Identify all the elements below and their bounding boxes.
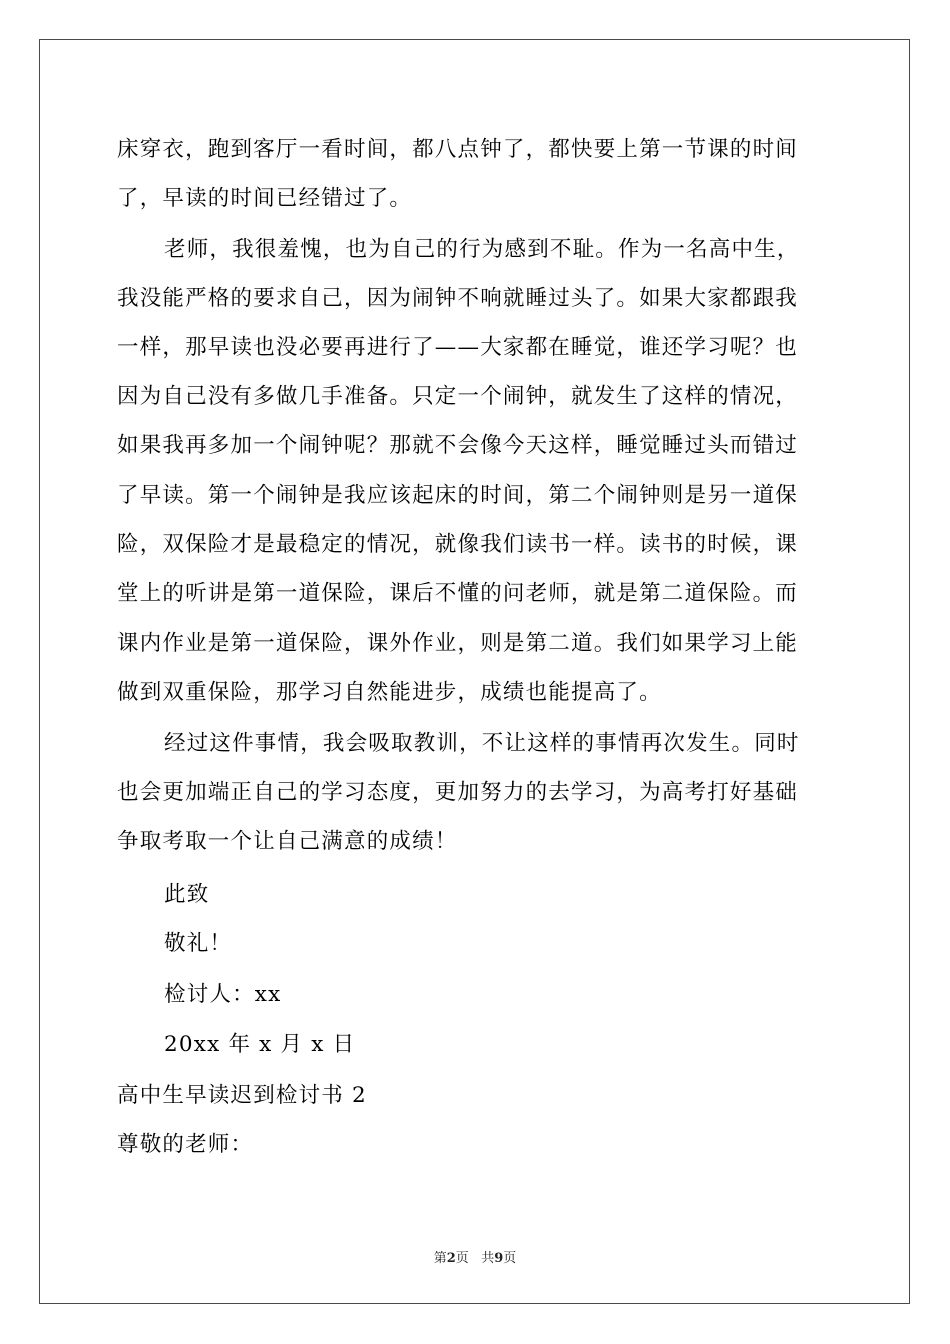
body-line: 因为自己没有多做几手准备。只定一个闹钟，就发生了这样的情况， [117,384,799,409]
date-line: 20xx 年 x 月 x 日 [164,1032,356,1057]
body-line: 了，早读的时间已经错过了。 [117,186,413,211]
body-line: 课内作业是第一道保险，课外作业，则是第二道。我们如果学习上能 [117,631,799,656]
body-line: 床穿衣，跑到客厅一看时间，都八点钟了，都快要上第一节课的时间 [117,137,799,162]
page-footer [0,1247,950,1266]
body-line: 如果我再多加一个闹钟呢？那就不会像今天这样，睡觉睡过头而错过 [117,433,799,458]
footer-page-number: 2 [446,1251,456,1266]
footer-total-prefix: 共 [481,1251,495,1266]
footer-total-suffix: 页 [503,1251,517,1266]
body-line: 也会更加端正自己的学习态度，更加努力的去学习，为高考打好基础 [117,780,799,805]
body-line: 老师，我很羞愧，也为自己的行为感到不耻。作为一名高中生， [164,237,800,262]
closing-regards: 敬礼！ [164,931,233,956]
body-line: 我没能严格的要求自己，因为闹钟不响就睡过头了。如果大家都跟我 [117,286,799,311]
signature-line: 检讨人：xx [164,982,282,1007]
body-line: 经过这件事情，我会吸取教训，不让这样的事情再次发生。同时 [164,731,800,756]
body-line: 险，双保险才是最稳定的情况，就像我们读书一样。读书的时候，课 [117,532,799,557]
greeting-line: 尊敬的老师： [117,1132,254,1157]
body-line: 一样，那早读也没必要再进行了——大家都在睡觉，谁还学习呢？也 [117,335,799,360]
body-line: 争取考取一个让自己满意的成绩！ [117,829,458,854]
footer-page-suffix: 页 [455,1251,469,1266]
body-line: 堂上的听讲是第一道保险，课后不懂的问老师，就是第二道保险。而 [117,581,799,606]
body-line: 做到双重保险，那学习自然能进步，成绩也能提高了。 [117,680,662,705]
closing-salutation: 此致 [164,882,210,907]
footer-total-pages: 9 [494,1251,504,1266]
body-line: 了早读。第一个闹钟是我应该起床的时间，第二个闹钟则是另一道保 [117,483,799,508]
section-title: 高中生早读迟到检讨书 2 [117,1083,367,1108]
footer-page-prefix: 第 [433,1251,447,1266]
